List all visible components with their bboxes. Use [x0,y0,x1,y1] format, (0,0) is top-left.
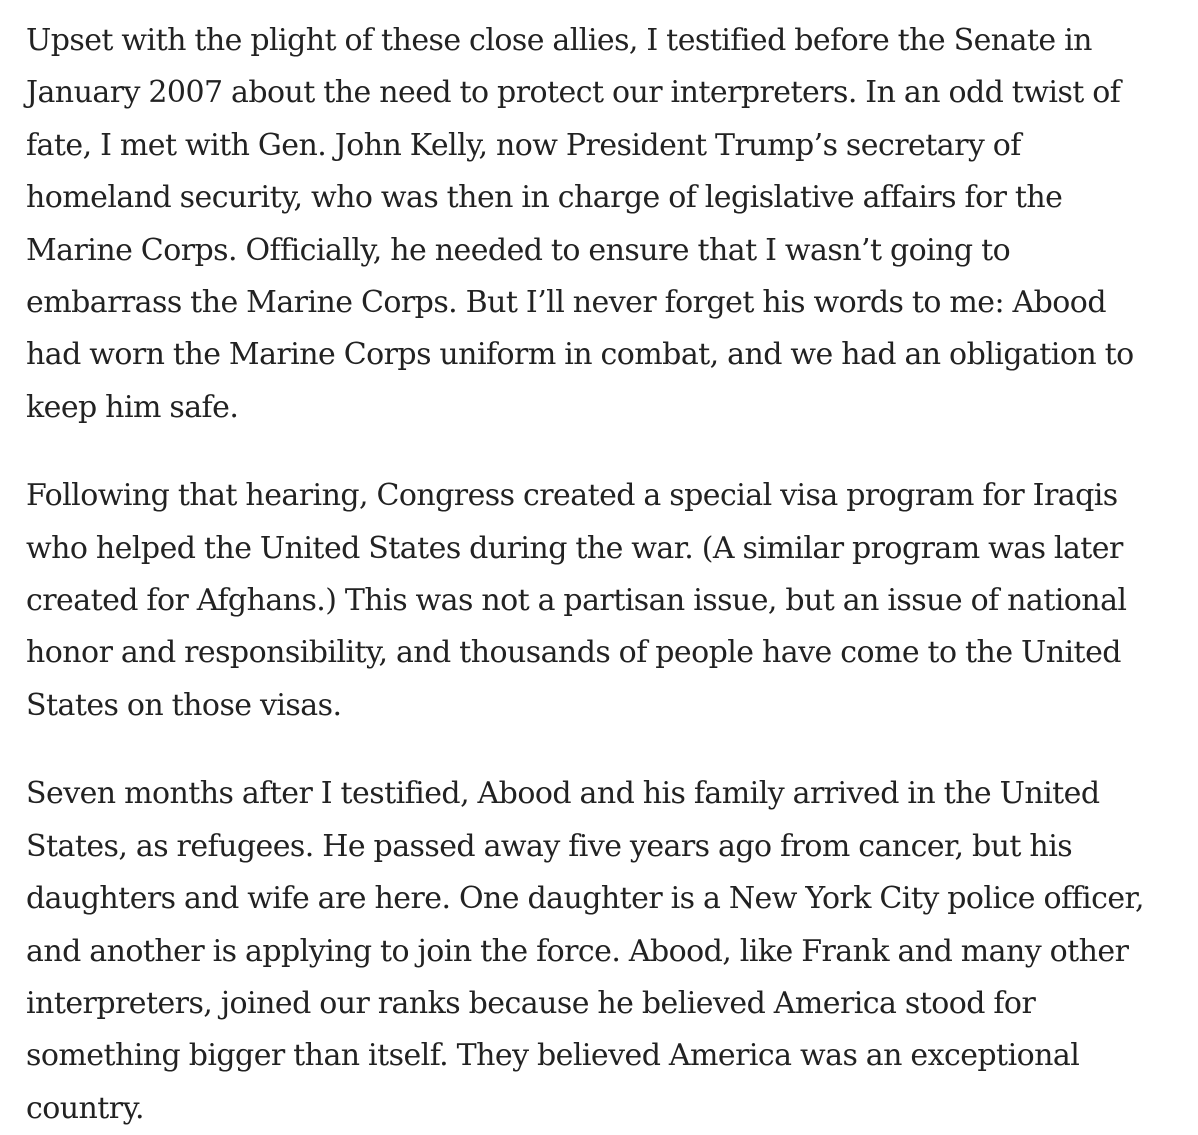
paragraph-line: something bigger than itself. They believed America was an exceptional [26,1038,1080,1074]
paragraph-line: Upset with the plight of these close allies, I testified before the Senate in [26,23,1092,58]
paragraph-line: daughters and wife are here. One daughter is a New York City police officer, [26,881,1145,917]
paragraph-line: keep him safe. [26,389,239,425]
paragraph-3 [26,768,1178,1135]
paragraph-line: who helped the United States during the war. (A similar program was later [26,530,1123,566]
paragraph-line: Seven months after I testified, Abood and his family arrived in the United [26,776,1100,812]
paragraph-line: embarrass the Marine Corps. But I’ll never forget his words to me: Abood [26,285,1106,321]
paragraph-line: created for Afghans.) This was not a partisan issue, but an issue of national [26,583,1127,619]
paragraph-line: fate, I met with Gen. John Kelly, now President Trump’s secretary of [26,127,1021,163]
paragraph-line: Marine Corps. Officially, he needed to ensure that I wasn’t going to [26,232,1011,268]
paragraph-line: honor and responsibility, and thousands of people have come to the United [26,635,1121,671]
paragraph-line: homeland security, who was then in charge of legislative affairs for the [26,180,1063,216]
paragraph-line: Following that hearing, Congress created a special visa program for Iraqis [26,478,1118,514]
paragraph-line: States, as refugees. He passed away five years ago from cancer, but his [26,828,1073,864]
paragraph-line: January 2007 about the need to protect our interpreters. In an odd twist of [26,75,1121,111]
paragraph-line: country. [26,1090,145,1126]
paragraph-1 [26,15,1178,434]
paragraph-2 [26,470,1178,732]
paragraph-line: and another is applying to join the force. Abood, like Frank and many other [26,933,1129,969]
paragraph-line: had worn the Marine Corps uniform in combat, and we had an obligation to [26,337,1134,373]
article-body [26,15,1178,1135]
paragraph-line: interpreters, joined our ranks because he believed America stood for [26,985,1036,1021]
paragraph-line: States on those visas. [26,687,342,723]
